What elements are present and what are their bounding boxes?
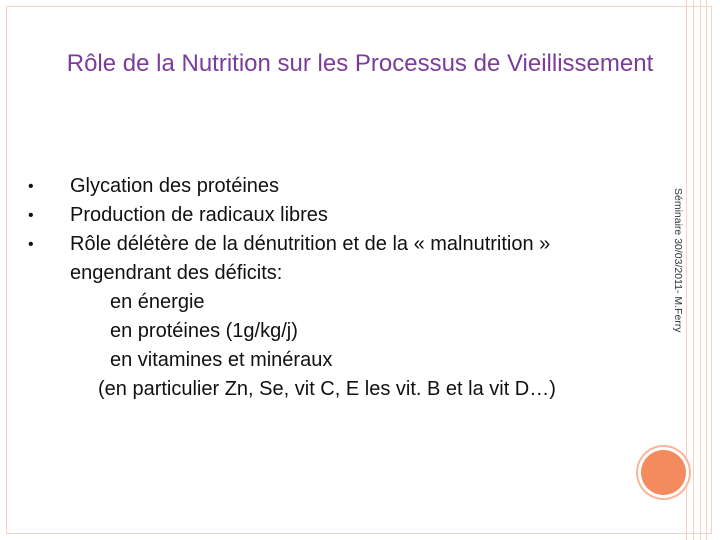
decorative-rail [686, 0, 687, 540]
bullet-dot-icon: • [28, 236, 34, 253]
slide-title: Rôle de la Nutrition sur les Processus de Vieillissement [66, 50, 654, 77]
sub-item: en protéines (1g/kg/j) [110, 320, 298, 342]
bullet-item [14, 230, 664, 259]
slide-content [14, 172, 664, 404]
sub-item: en énergie [110, 291, 205, 313]
bullet-text: Production de radicaux libres [70, 204, 328, 226]
sub-item: en vitamines et minéraux [110, 349, 333, 371]
bullet-dot-icon: • [28, 178, 34, 195]
decorative-rail [700, 0, 701, 540]
bullet-text: Rôle délétère de la dénutrition et de la « malnutrition » [70, 233, 551, 255]
decorative-rail [693, 0, 694, 540]
decorative-rail [706, 0, 707, 540]
bullet-item [14, 172, 664, 201]
bullet-dot-icon: • [28, 207, 34, 224]
bullet-item [14, 201, 664, 230]
sub-note: (en particulier Zn, Se, vit C, E les vit. B et la vit D…) [98, 378, 556, 400]
accent-circle-icon [641, 450, 686, 495]
bullet-text: Glycation des protéines [70, 175, 280, 197]
bullet-continuation: engendrant des déficits: [70, 262, 283, 284]
side-note: Séminaire 30/03/2011- M.Ferry [672, 188, 684, 333]
